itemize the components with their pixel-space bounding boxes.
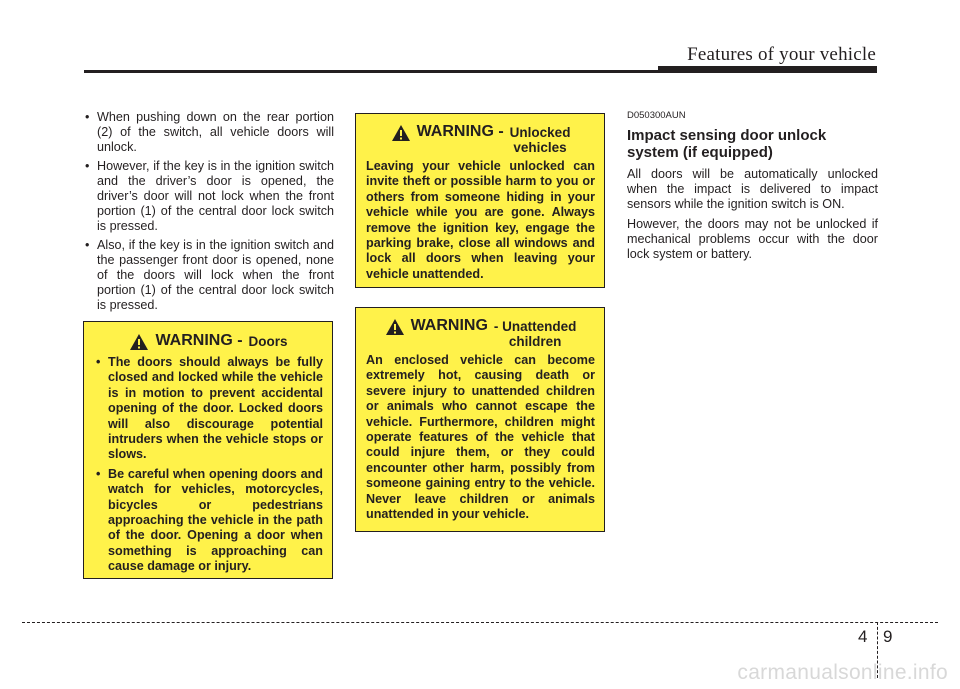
warning-subtitle: - Unattended [493,319,577,334]
watermark: carmanualsonline.info [737,661,948,684]
warning-box-doors [83,321,333,579]
warning-item: • The doors should always be fully closed and locked while the vehicle is in motion to prevent accidental opening of the door. Locked doors will also discourage potential intruders when the vehicle stops or slows. [94,355,323,463]
bullet-list [84,110,334,313]
bullet-item: • Also, if the key is in the ignition switch and the passenger front door is opened, none of the doors will lock when the front portion (1) of the central door lock switch is pressed. [84,238,334,313]
warning-subtitle-line2: vehicles [513,140,567,155]
warning-label: WARNING - [416,123,504,140]
left-column [84,110,334,317]
warning-subtitle: Doors [248,334,288,349]
footer-rule [22,622,938,623]
warning-triangle-icon [129,333,149,351]
section-code: D050300AUN [627,110,686,121]
warning-subtitle: Unlocked [509,125,571,140]
right-column [627,110,878,267]
warning-label: WARNING [410,317,488,334]
warning-text: An enclosed vehicle can become extremely hot, causing death or severe injury to unattended children or animals who cannot escape the vehicle. Furthermore, children might operate features of the vehicle that could injure them, or they could encounter other harm, possibly from someone gaining entry to the vehicle. Never leave children or animals unattended in your vehicle. [366,353,595,522]
chapter-number: 4 [858,627,868,646]
page-header-title: Features of your vehicle [687,44,876,65]
warning-triangle-icon [391,124,411,142]
warning-label: WARNING - [155,332,243,349]
body-paragraph: However, the doors may not be unlocked if mechanical problems occur with the door lock system or battery. [627,217,878,261]
warning-subtitle-line2: children [508,334,562,349]
section-title: Impact sensing door unlock system (if equipped) [627,127,827,161]
page-number: 9 [883,627,893,646]
body-paragraph: All doors will be automatically unlocked when the impact is delivered to impact sensors while the ignition switch is ON. [627,167,878,211]
warning-box-unlocked-vehicles [355,113,605,288]
warning-box-unattended-children [355,307,605,532]
warning-header [366,123,595,155]
header-rule-accent [658,66,877,72]
warning-header [366,317,595,349]
warning-item: • Be careful when opening doors and watch for vehicles, motorcycles, bicycles or pedestrians approaching the vehicle in the path of the door. Opening a door when something is approaching can cause damage or injury. [94,467,323,575]
bullet-item: • When pushing down on the rear portion (2) of the switch, all vehicle doors will unlock. [84,110,334,155]
warning-header [94,332,323,351]
warning-triangle-icon [385,318,405,336]
warning-text: Leaving your vehicle unlocked can invite theft or possible harm to you or others from someone hiding in your vehicle while you are gone. Always remove the ignition key, engage the parking brake, close all windows and lock all doors when leaving your vehicle unattended. [366,159,595,281]
warning-list [94,355,323,575]
bullet-item: • However, if the key is in the ignition switch and the driver’s door is opened, the driver’s door will not lock when the front portion (1) of the central door lock switch is pressed. [84,159,334,234]
